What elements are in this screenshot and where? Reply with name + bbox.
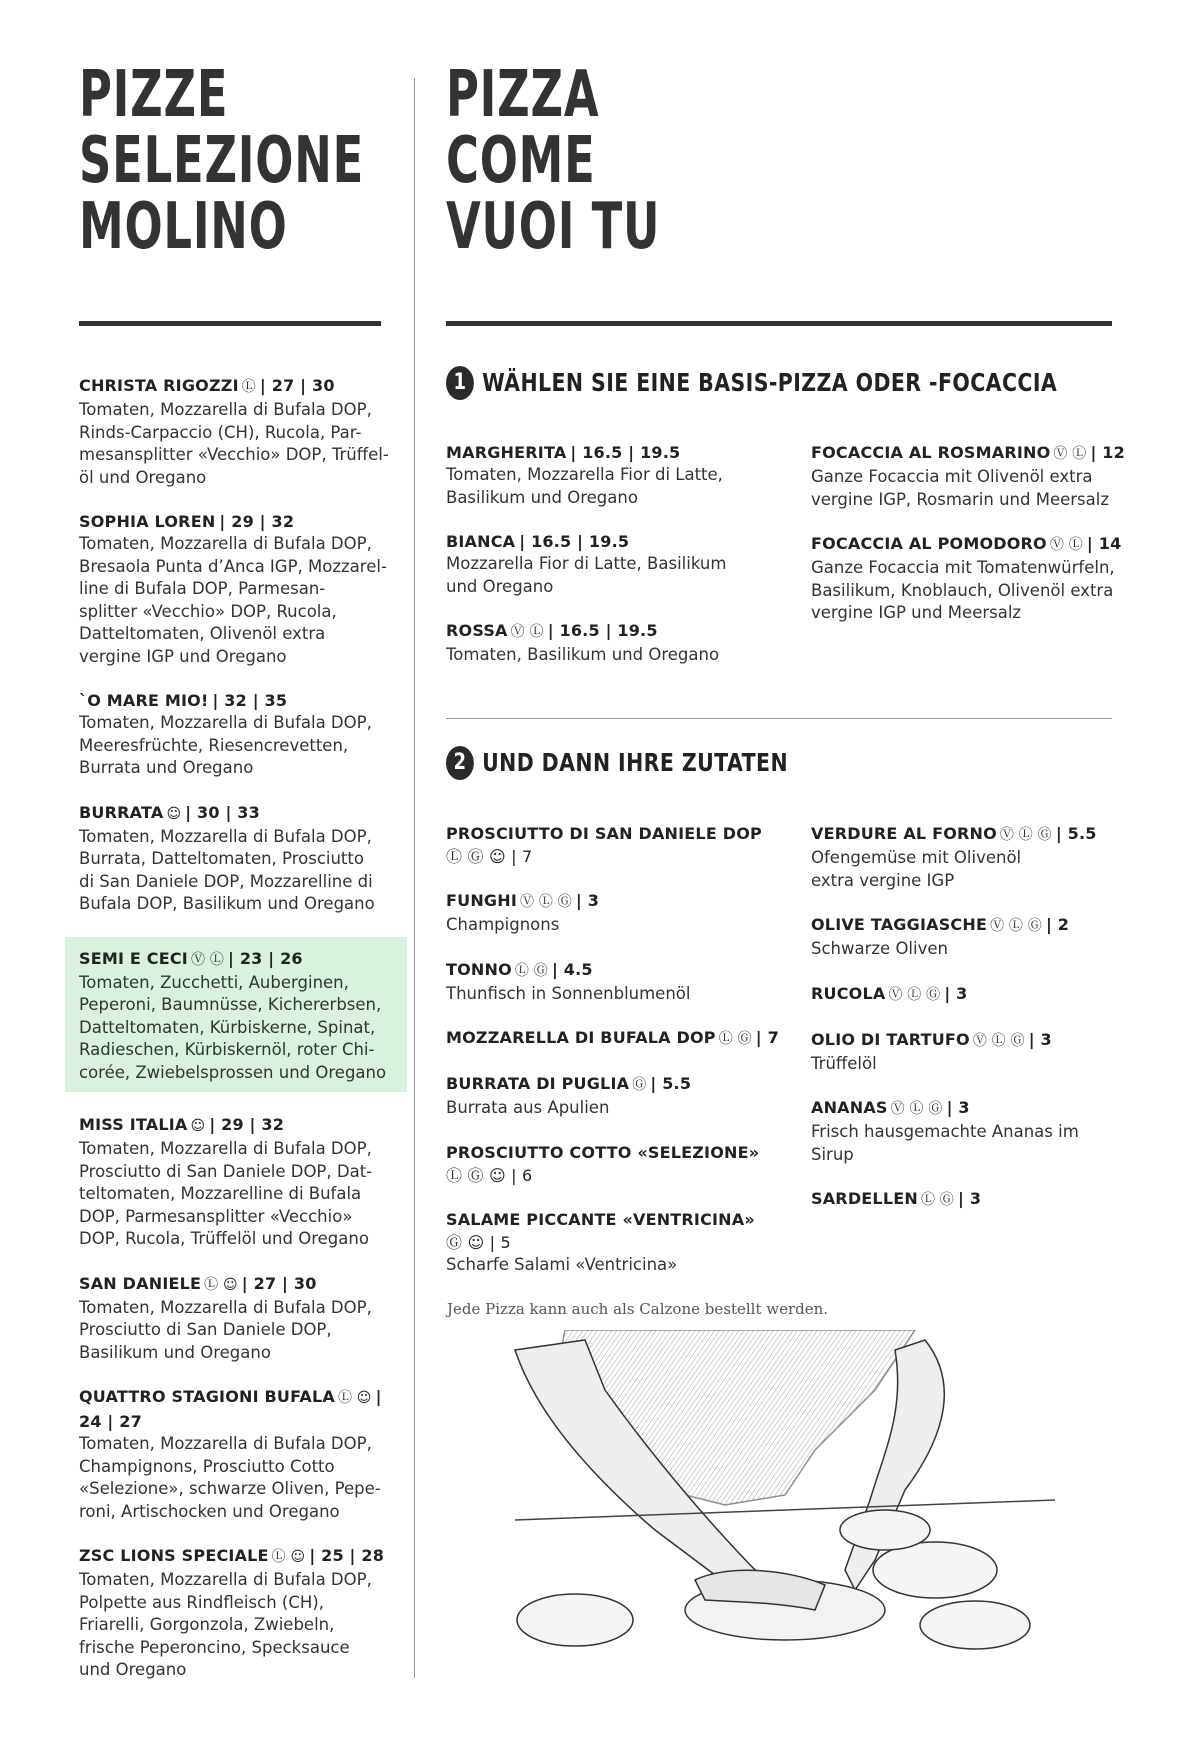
item-price: | 27 | 30: [259, 376, 335, 395]
diet-symbols: Ⓛ ☺: [204, 1276, 238, 1293]
menu-item-name: [446, 958, 786, 983]
item-description: Scharfe Salami «Ventricina»: [446, 1254, 678, 1274]
right-title-rule: [446, 321, 1112, 326]
menu-item-name: [811, 982, 1131, 1007]
column-divider: [414, 78, 415, 1678]
item-title: PROSCIUTTO COTTO «SELEZIONE»: [446, 1142, 760, 1162]
diet-symbols: Ⓛ Ⓖ: [920, 1192, 955, 1208]
item-description: Tomaten, Mozzarella di Bufala DOP, Bresaola Punta d’Anca IGP, Mozzarel- line di Bufala DOP, Parmesan- splitter «Vecchio» DOP, Rucola, Datteltomaten, Olivenöl extra vergine IGP und Oregano: [79, 534, 387, 666]
right-title-block: [446, 58, 721, 264]
item-title: FOCACCIA AL POMODORO: [811, 534, 1047, 553]
menu-item: [811, 532, 1131, 625]
item-title: SEMI E CECI: [79, 948, 188, 968]
menu-item: [446, 1026, 786, 1051]
menu-item: [446, 958, 786, 1006]
item-price: | 7: [755, 1028, 779, 1047]
item-price: | 16.5 | 19.5: [519, 532, 630, 551]
menu-item-name: [79, 1272, 399, 1297]
item-symbols-price: Ⓛ Ⓖ ☺ | 7: [446, 847, 533, 866]
item-price: | 16.5 | 19.5: [570, 443, 681, 462]
step-1-label: WÄHLEN SIE EINE BASIS-PIZZA ODER -FOCACCIA: [482, 368, 1058, 397]
item-title: ANANAS: [811, 1098, 888, 1117]
item-price: | 5.5: [650, 1074, 692, 1093]
dough-ball-1: [517, 1594, 633, 1646]
menu-item-name: [446, 889, 786, 914]
item-price: | 3: [946, 1098, 970, 1117]
right-title: PIZZA COME VUOI TU: [446, 58, 661, 264]
menu-item: [79, 1385, 399, 1523]
item-description: Tomaten, Mozzarella di Bufala DOP, Prosciutto di San Daniele DOP, Basilikum und Oregano: [79, 1297, 372, 1362]
item-description: Ofengemüse mit Olivenöl extra vergine IGP: [811, 848, 1022, 890]
item-title: OLIO DI TARTUFO: [811, 1029, 970, 1049]
diet-symbols: Ⓥ Ⓛ Ⓖ: [972, 1032, 1025, 1049]
item-title: MISS ITALIA: [79, 1115, 188, 1134]
item-price: | 16.5 | 19.5: [547, 621, 658, 640]
diet-symbols: Ⓛ Ⓖ: [718, 1031, 752, 1047]
menu-item: [446, 1141, 786, 1187]
menu-item: [446, 889, 786, 937]
item-description: Trüffelöl: [811, 1053, 877, 1073]
item-description: Tomaten, Mozzarella di Bufala DOP, Meeresfrüchte, Riesencrevetten, Burrata und Oregano: [79, 713, 372, 777]
item-price: | 3: [958, 1189, 982, 1208]
left-title-rule: [79, 321, 381, 326]
item-description: Tomaten, Mozzarella di Bufala DOP, Rinds-Carpaccio (CH), Rucola, Par- mesansplitter «Vecchio» DOP, Trüffel- öl und Oregano: [79, 400, 389, 487]
item-price: | 2: [1045, 915, 1070, 934]
menu-item: [79, 801, 399, 916]
item-title: BURRATA DI PUGLIA: [446, 1074, 630, 1093]
menu-item-name: [79, 1113, 399, 1138]
left-title-block: [79, 58, 444, 264]
item-price: | 4.5: [551, 959, 593, 979]
menu-item: [446, 441, 786, 509]
item-price: | 30 | 33: [185, 802, 260, 822]
item-title: BIANCA: [446, 532, 516, 551]
diet-symbols: Ⓛ Ⓖ: [514, 962, 548, 979]
item-title: FOCACCIA AL ROSMARINO: [811, 443, 1051, 462]
menu-item-name: [811, 913, 1131, 938]
menu-item-name: [811, 1187, 1131, 1212]
menu-item: [811, 822, 1131, 892]
menu-item-name: [79, 801, 399, 826]
item-price: | 23 | 26: [228, 948, 303, 968]
base-list-left: [446, 441, 786, 688]
item-title: `O MARE MIO!: [79, 691, 209, 710]
item-price: | 3: [944, 983, 968, 1003]
menu-item: [79, 1544, 399, 1682]
step-2-number: 2: [446, 746, 474, 780]
menu-item: [446, 1072, 786, 1120]
section-divider: [446, 718, 1112, 719]
item-price: | 29 | 32: [209, 1115, 285, 1134]
item-description: Ganze Focaccia mit Olivenöl extra vergine IGP, Rosmarin und Meersalz: [811, 467, 1109, 509]
item-description: Schwarze Oliven: [811, 939, 948, 958]
menu-item: [811, 1187, 1131, 1212]
menu-item-name: [811, 1096, 1131, 1121]
menu-item-name: [446, 822, 786, 845]
pizza-maker-illustration: [495, 1330, 1055, 1660]
menu-item-name: [446, 619, 786, 644]
item-title: OLIVE TAGGIASCHE: [811, 915, 988, 934]
menu-item-name: [446, 1026, 786, 1051]
worktop-edge: [515, 1500, 1055, 1520]
calzone-note: Jede Pizza kann auch als Calzone bestellt werden.: [447, 1300, 829, 1318]
menu-item: [79, 1272, 399, 1365]
item-price: | 27 | 30: [241, 1273, 317, 1293]
diet-symbols: Ⓥ Ⓛ Ⓖ: [990, 918, 1042, 934]
menu-item: [811, 1096, 1131, 1166]
diet-symbols: Ⓥ Ⓛ: [510, 624, 544, 640]
diet-symbols: Ⓛ: [241, 379, 256, 395]
item-description: Tomaten, Mozzarella di Bufala DOP, Burrata, Datteltomaten, Prosciutto di San Daniele DOP, Mozzarelline di Bufala DOP, Basilikum und Oregano: [79, 826, 375, 913]
step-1-number: 1: [446, 366, 474, 400]
item-description: Thunfisch in Sonnenblumenöl: [446, 983, 691, 1003]
menu-item-name: [79, 510, 399, 533]
item-description: Tomaten, Zucchetti, Auberginen, Peperoni, Baumnüsse, Kichererbsen, Datteltomaten, Kürbiskerne, Spinat, Radieschen, Kürbiskernöl, roter Chi- corée, Zwiebelsprossen und Oregano: [79, 972, 387, 1082]
menu-item-name: [79, 1544, 399, 1569]
item-description: Tomaten, Mozzarella di Bufala DOP, Prosciutto di San Daniele DOP, Dat- teltomaten, Mozzarelline di Bufala DOP, Parmesansplitter «Vecchio» DOP, Rucola, Trüffelöl und Oregano: [79, 1139, 373, 1248]
item-title: ROSSA: [446, 621, 508, 640]
item-price: | 5.5: [1055, 824, 1097, 843]
item-price: | 3: [1028, 1029, 1052, 1049]
menu-item: [446, 1208, 786, 1277]
item-title: ZSC LIONS SPECIALE: [79, 1546, 269, 1565]
item-symbols-price: Ⓖ ☺ | 5: [446, 1232, 511, 1252]
item-title: QUATTRO STAGIONI BUFALA: [79, 1387, 335, 1406]
item-title: MOZZARELLA DI BUFALA DOP: [446, 1028, 716, 1047]
menu-item: [446, 619, 786, 667]
item-price: | 24 | 27: [79, 1387, 382, 1431]
toppings-list-right: [811, 822, 1131, 1233]
menu-item-name: [811, 822, 1131, 847]
menu-item: [811, 913, 1131, 961]
menu-item: [79, 1113, 399, 1251]
step-2-heading: [446, 746, 788, 780]
diet-symbols: Ⓥ Ⓛ Ⓖ: [890, 1101, 943, 1117]
menu-item-name: [446, 530, 786, 553]
item-title: FUNGHI: [446, 891, 517, 910]
item-title: MARGHERITA: [446, 443, 567, 462]
menu-item-name: [79, 947, 393, 972]
diet-symbols: Ⓥ Ⓛ Ⓖ: [999, 827, 1052, 843]
diet-symbols: ☺: [166, 805, 182, 822]
item-title: RUCOLA: [811, 983, 886, 1003]
item-title: CHRISTA RIGOZZI: [79, 376, 239, 395]
menu-item: [446, 822, 786, 868]
step-2-label: UND DANN IHRE ZUTATEN: [482, 748, 789, 777]
item-price: | 32 | 35: [212, 691, 288, 710]
item-description: Mozzarella Fior di Latte, Basilikum und Oregano: [446, 554, 727, 596]
item-description: Burrata aus Apulien: [446, 1098, 610, 1117]
menu-item: [79, 510, 399, 668]
item-description: Tomaten, Mozzarella di Bufala DOP, Champignons, Prosciutto Cotto «Selezione», schwarze Oliven, Pepe- roni, Artischocken und Oregano: [79, 1434, 381, 1521]
item-title: SAN DANIELE: [79, 1273, 202, 1293]
toppings-list-left: [446, 822, 786, 1297]
menu-item-name: [811, 1028, 1131, 1053]
diet-symbols: Ⓥ Ⓛ Ⓖ: [888, 986, 941, 1003]
item-title: SALAME PICCANTE «VENTRICINA»: [446, 1209, 755, 1229]
item-title: BURRATA: [79, 802, 164, 822]
item-description: Frisch hausgemachte Ananas im Sirup: [811, 1122, 1079, 1164]
left-title: PIZZE SELEZIONE MOLINO: [79, 58, 365, 264]
item-price: | 12: [1090, 443, 1125, 462]
menu-item-name: [811, 441, 1131, 466]
item-title: PROSCIUTTO DI SAN DANIELE DOP: [446, 824, 762, 843]
diet-symbols: Ⓛ ☺: [271, 1549, 306, 1565]
diet-symbols: Ⓖ: [632, 1077, 647, 1093]
selezione-list: [79, 374, 399, 1703]
menu-item: [79, 689, 399, 780]
item-title: SARDELLEN: [811, 1189, 918, 1208]
base-list-right: [811, 441, 1131, 646]
menu-item: [446, 530, 786, 598]
menu-item-name: [79, 374, 399, 399]
menu-item: [811, 1028, 1131, 1076]
diet-symbols: Ⓥ Ⓛ Ⓖ: [520, 894, 572, 910]
item-title: VERDURE AL FORNO: [811, 824, 997, 843]
diet-symbols: ☺: [190, 1118, 206, 1134]
item-description: Tomaten, Mozzarella Fior di Latte, Basilikum und Oregano: [446, 465, 723, 507]
dough-ball-4: [840, 1510, 930, 1550]
diet-symbols: Ⓥ Ⓛ: [1053, 446, 1087, 462]
item-title: SOPHIA LOREN: [79, 512, 216, 531]
item-price: | 29 | 32: [219, 512, 295, 531]
menu-item-name: [446, 1072, 786, 1097]
menu-item-name: [79, 689, 399, 712]
menu-item: [79, 374, 399, 489]
item-symbols-price: Ⓛ Ⓖ ☺ | 6: [446, 1165, 533, 1185]
item-price: | 3: [575, 891, 600, 910]
menu-item: [811, 441, 1131, 511]
menu-item: [65, 937, 407, 1093]
step-1-heading: [446, 366, 1057, 400]
diet-symbols: Ⓥ Ⓛ: [1049, 537, 1083, 553]
item-description: Tomaten, Basilikum und Oregano: [446, 645, 720, 664]
dough-ball-3: [920, 1601, 1030, 1649]
menu-item-name: [79, 1385, 399, 1433]
menu-item-name: [446, 1208, 786, 1231]
item-description: Ganze Focaccia mit Tomatenwürfeln, Basilikum, Knoblauch, Olivenöl extra vergine IGP und Meersalz: [811, 558, 1115, 622]
item-price: | 25 | 28: [309, 1546, 385, 1565]
diet-symbols: Ⓥ Ⓛ: [190, 951, 225, 968]
menu-item-name: [811, 532, 1131, 557]
item-title: TONNO: [446, 959, 512, 979]
diet-symbols: Ⓛ ☺: [337, 1390, 372, 1406]
item-description: Champignons: [446, 915, 560, 934]
menu-item-name: [446, 441, 786, 464]
menu-item: [811, 982, 1131, 1007]
item-description: Tomaten, Mozzarella di Bufala DOP, Polpette aus Rindfleisch (CH), Friarelli, Gorgonzola, Zwiebeln, frische Peperoncino, Specksauce und Oregano: [79, 1570, 372, 1679]
menu-item-name: [446, 1141, 786, 1164]
item-price: | 14: [1086, 534, 1122, 553]
